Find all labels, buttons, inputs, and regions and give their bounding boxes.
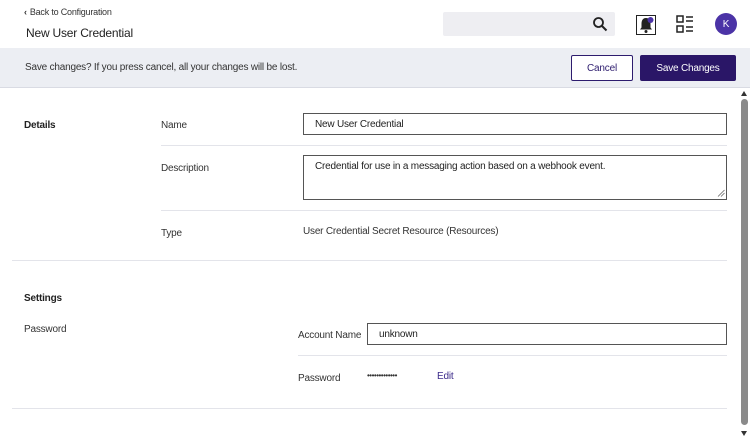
- avatar[interactable]: K: [715, 13, 737, 35]
- name-label: Name: [161, 120, 187, 131]
- search-input[interactable]: [443, 12, 615, 36]
- divider: [161, 145, 727, 146]
- scroll-up-icon[interactable]: [741, 91, 747, 96]
- save-changes-button[interactable]: Save Changes: [640, 55, 736, 81]
- section-divider: [12, 260, 727, 261]
- page-title: New User Credential: [26, 26, 133, 40]
- back-to-configuration-link[interactable]: [24, 7, 112, 17]
- password-label: Password: [298, 373, 341, 384]
- divider: [298, 355, 727, 356]
- scroll-down-icon[interactable]: [741, 431, 747, 436]
- banner-message: Save changes? If you press cancel, all your changes will be lost.: [25, 62, 298, 73]
- scrollbar-thumb[interactable]: [741, 99, 748, 425]
- section-divider: [12, 408, 727, 409]
- cancel-button[interactable]: Cancel: [571, 55, 633, 81]
- divider: [161, 210, 727, 211]
- password-group-label: Password: [24, 324, 67, 335]
- password-masked-value: •••••••••••••: [367, 371, 397, 380]
- chevron-left-icon: ‹: [24, 7, 27, 17]
- details-section-title: Details: [24, 120, 56, 131]
- description-label: Description: [161, 163, 209, 174]
- back-link-label: Back to Configuration: [29, 7, 112, 17]
- type-label: Type: [161, 228, 182, 239]
- description-textarea[interactable]: Credential for use in a messaging action based on a webhook event.: [303, 155, 727, 200]
- apps-grid-icon[interactable]: [676, 15, 694, 33]
- account-name-input[interactable]: unknown: [367, 323, 727, 345]
- edit-password-link[interactable]: Edit: [437, 371, 454, 382]
- resize-grip-icon[interactable]: [717, 189, 725, 197]
- bell-icon[interactable]: [636, 15, 656, 35]
- type-value: User Credential Secret Resource (Resources): [303, 226, 499, 237]
- search-icon[interactable]: [592, 16, 608, 32]
- settings-section-title: Settings: [24, 293, 62, 304]
- account-name-label: Account Name: [298, 330, 362, 341]
- name-input[interactable]: New User Credential: [303, 113, 727, 135]
